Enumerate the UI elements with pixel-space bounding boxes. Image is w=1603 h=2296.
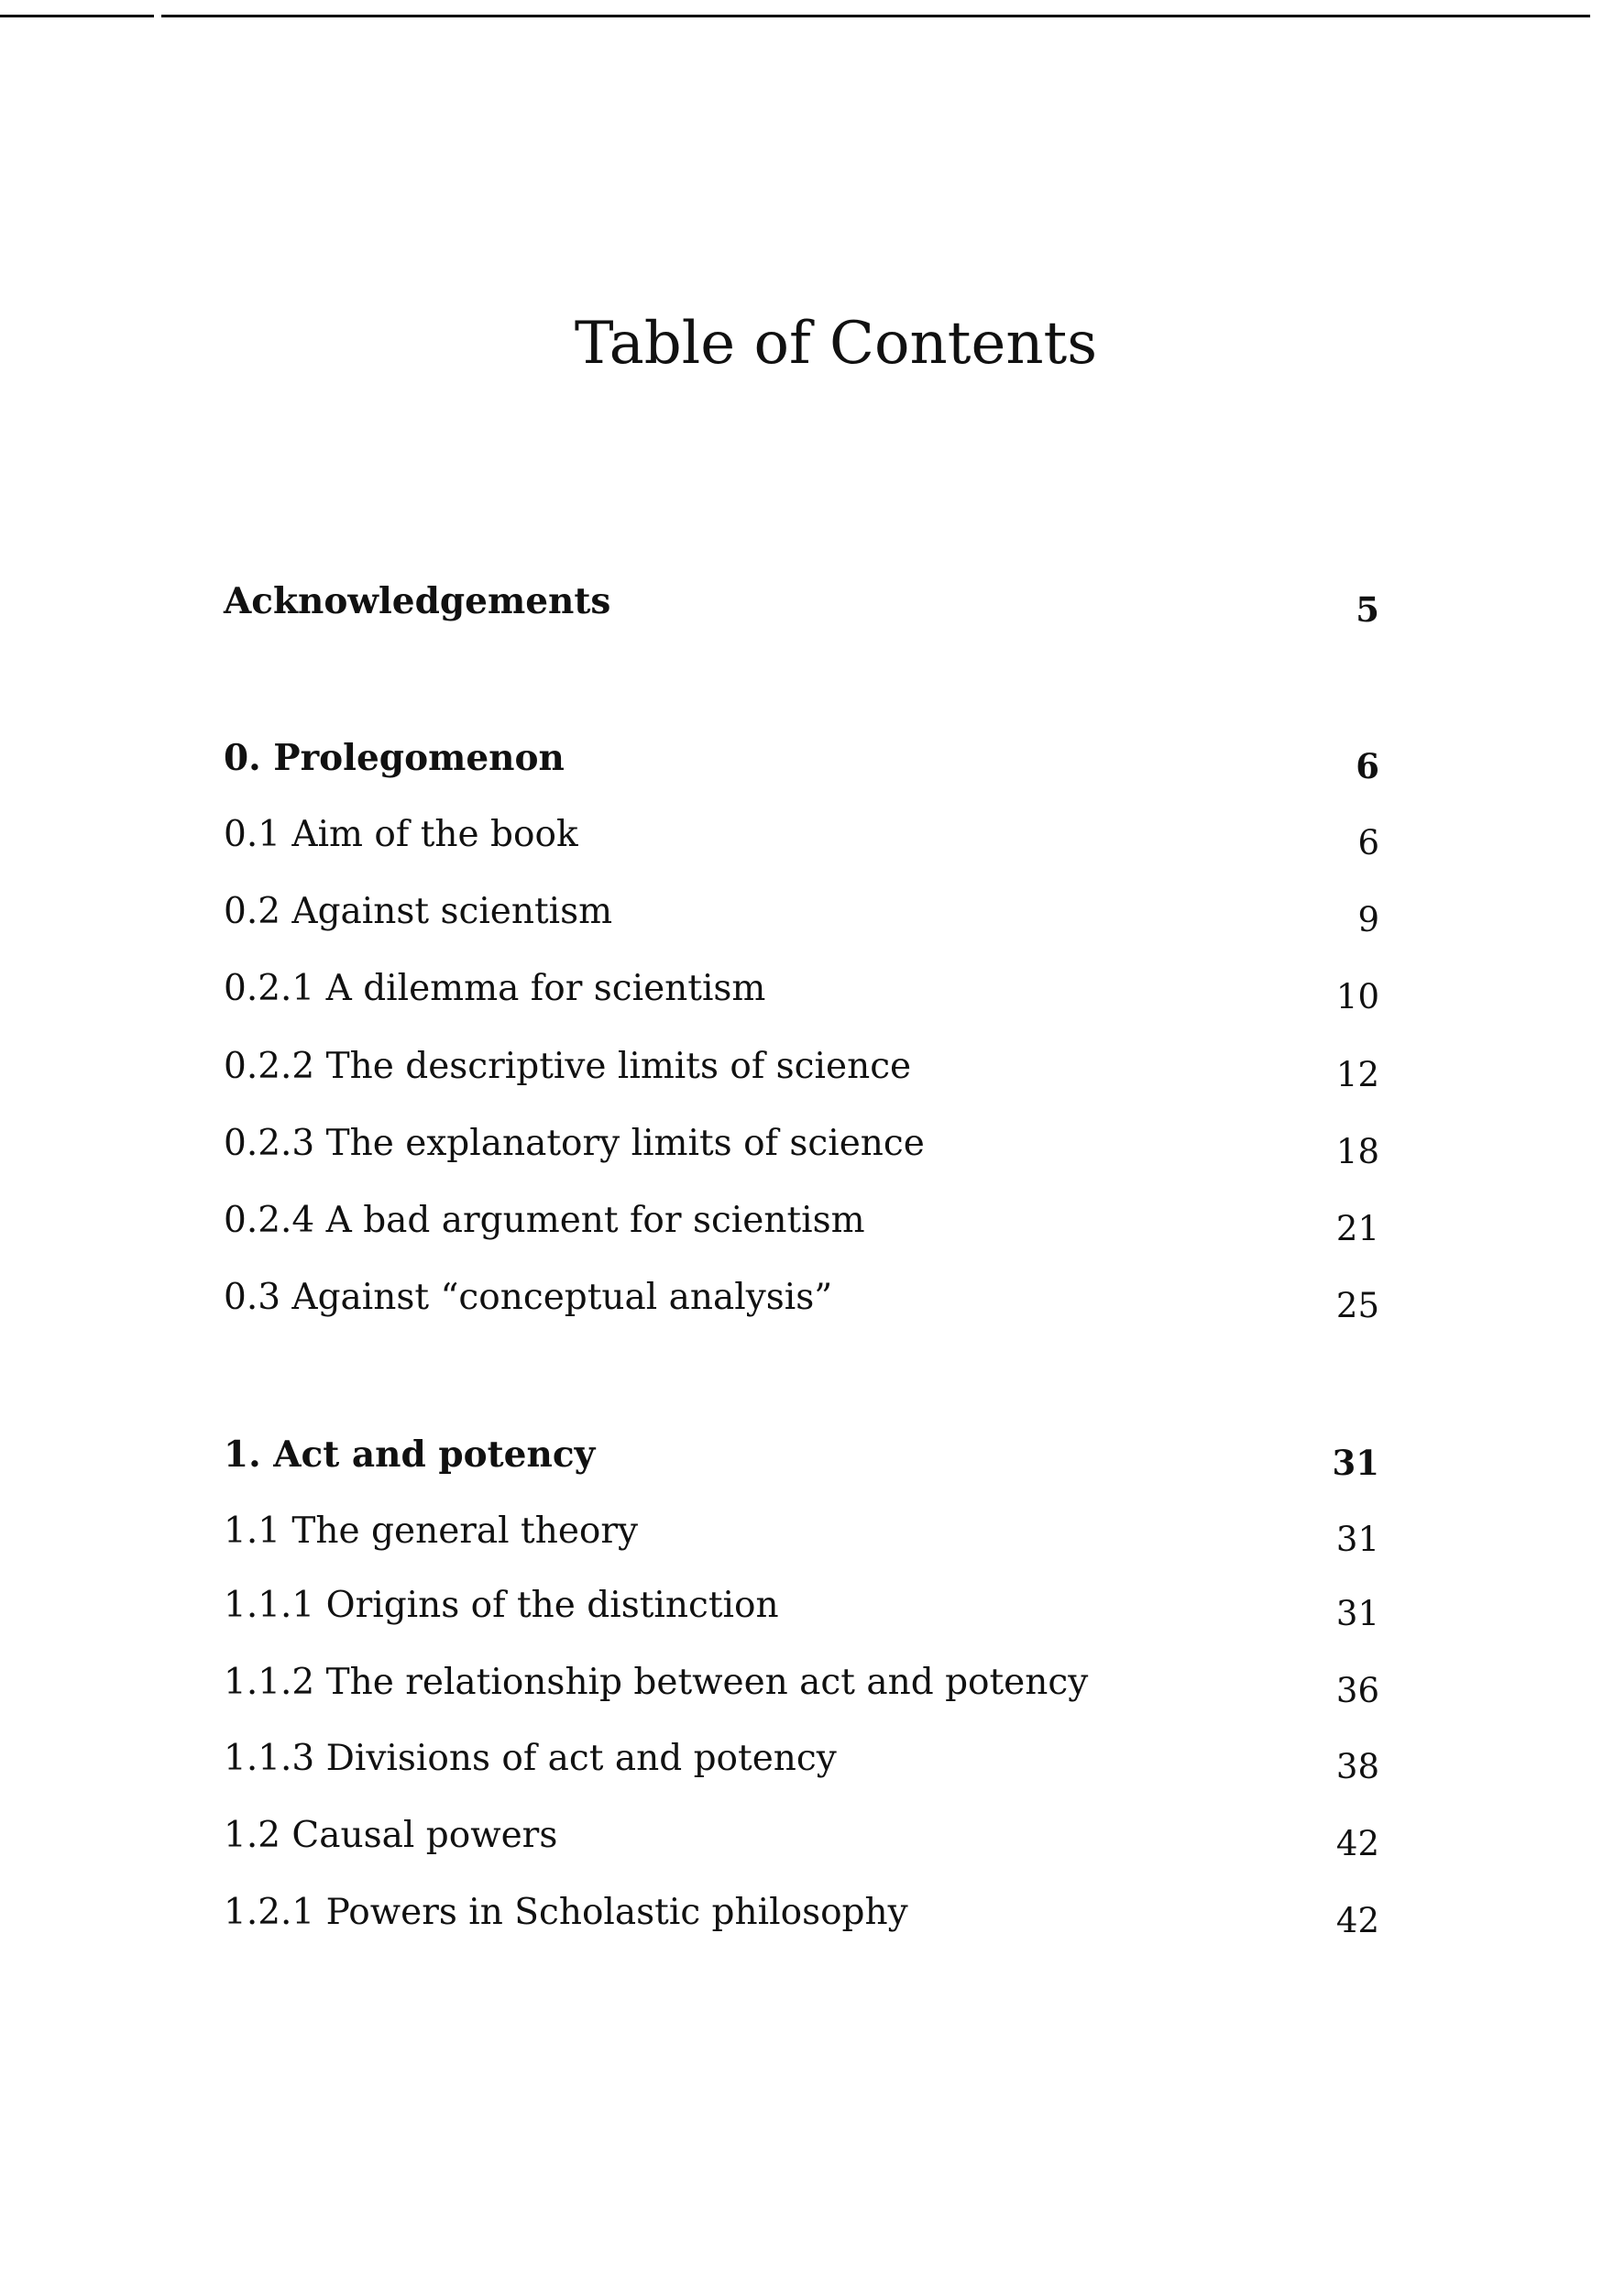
toc-entry-page: 18: [1335, 1132, 1379, 1171]
toc-entry-page: 9: [1357, 900, 1379, 939]
toc-entry-title: 1.1 The general theory: [224, 1511, 639, 1552]
toc-entry-title: 0.3 Against “conceptual analysis”: [224, 1277, 833, 1318]
toc-entry-page: 5: [1356, 589, 1379, 630]
toc-entry-title: 0.2.3 The explanatory limits of science: [224, 1123, 925, 1164]
toc-entry-title: 1.2 Causal powers: [224, 1815, 558, 1856]
toc-entry-title: 0.1 Aim of the book: [224, 814, 578, 855]
toc-entry: [0, 1046, 1603, 1101]
toc-entry-title: 0.2 Against scientism: [224, 891, 613, 932]
toc-entry: [0, 1738, 1603, 1793]
page-title: Table of Contents: [574, 310, 1098, 378]
toc-entry-page: 31: [1335, 1594, 1379, 1633]
toc-entry-page: 31: [1335, 1520, 1379, 1559]
toc-entry: [0, 1511, 1603, 1565]
toc-entry-page: 6: [1356, 746, 1379, 786]
toc-entry-title: 1.1.3 Divisions of act and potency: [224, 1738, 837, 1779]
toc-entry-title: Acknowledgements: [224, 580, 611, 622]
toc-entry: [0, 1815, 1603, 1870]
toc-entry-page: 25: [1335, 1286, 1379, 1325]
toc-entry-title: 0.2.4 A bad argument for scientism: [224, 1200, 865, 1241]
toc-entry: [0, 814, 1603, 869]
toc-entry-page: 42: [1335, 1901, 1379, 1940]
toc-entry-chapter-1: [0, 1434, 1603, 1489]
toc-entry-page: 38: [1335, 1747, 1379, 1786]
toc-entry-title: 1. Act and potency: [224, 1434, 596, 1476]
toc-entry: [0, 1585, 1603, 1640]
toc-entry-acknowledgements: [0, 580, 1603, 635]
toc-entry-page: 42: [1335, 1824, 1379, 1863]
toc-entry: [0, 968, 1603, 1023]
toc-entry-chapter-0: [0, 737, 1603, 792]
toc-entry: [0, 1200, 1603, 1255]
toc-entry: [0, 1277, 1603, 1332]
toc-entry-title: 0.2.1 A dilemma for scientism: [224, 968, 766, 1009]
toc-entry-page: 31: [1332, 1443, 1379, 1483]
toc-entry-title: 0.2.2 The descriptive limits of science: [224, 1046, 912, 1087]
toc-entry-title: 1.1.1 Origins of the distinction: [224, 1585, 779, 1626]
toc-entry-title: 0. Prolegomenon: [224, 737, 565, 779]
toc-entry-page: 21: [1335, 1209, 1379, 1248]
toc-entry: [0, 891, 1603, 946]
toc-entry-page: 12: [1335, 1055, 1379, 1094]
toc-entry: [0, 1892, 1603, 1947]
toc-entry-page: 6: [1357, 823, 1379, 862]
toc-entry-page: 10: [1335, 977, 1379, 1016]
toc-entry: [0, 1123, 1603, 1178]
toc-entry-page: 36: [1335, 1671, 1379, 1710]
toc-entry-title: 1.1.2 The relationship between act and potency: [224, 1662, 1089, 1703]
toc-entry: [0, 1662, 1603, 1717]
toc-entry-title: 1.2.1 Powers in Scholastic philosophy: [224, 1892, 908, 1933]
